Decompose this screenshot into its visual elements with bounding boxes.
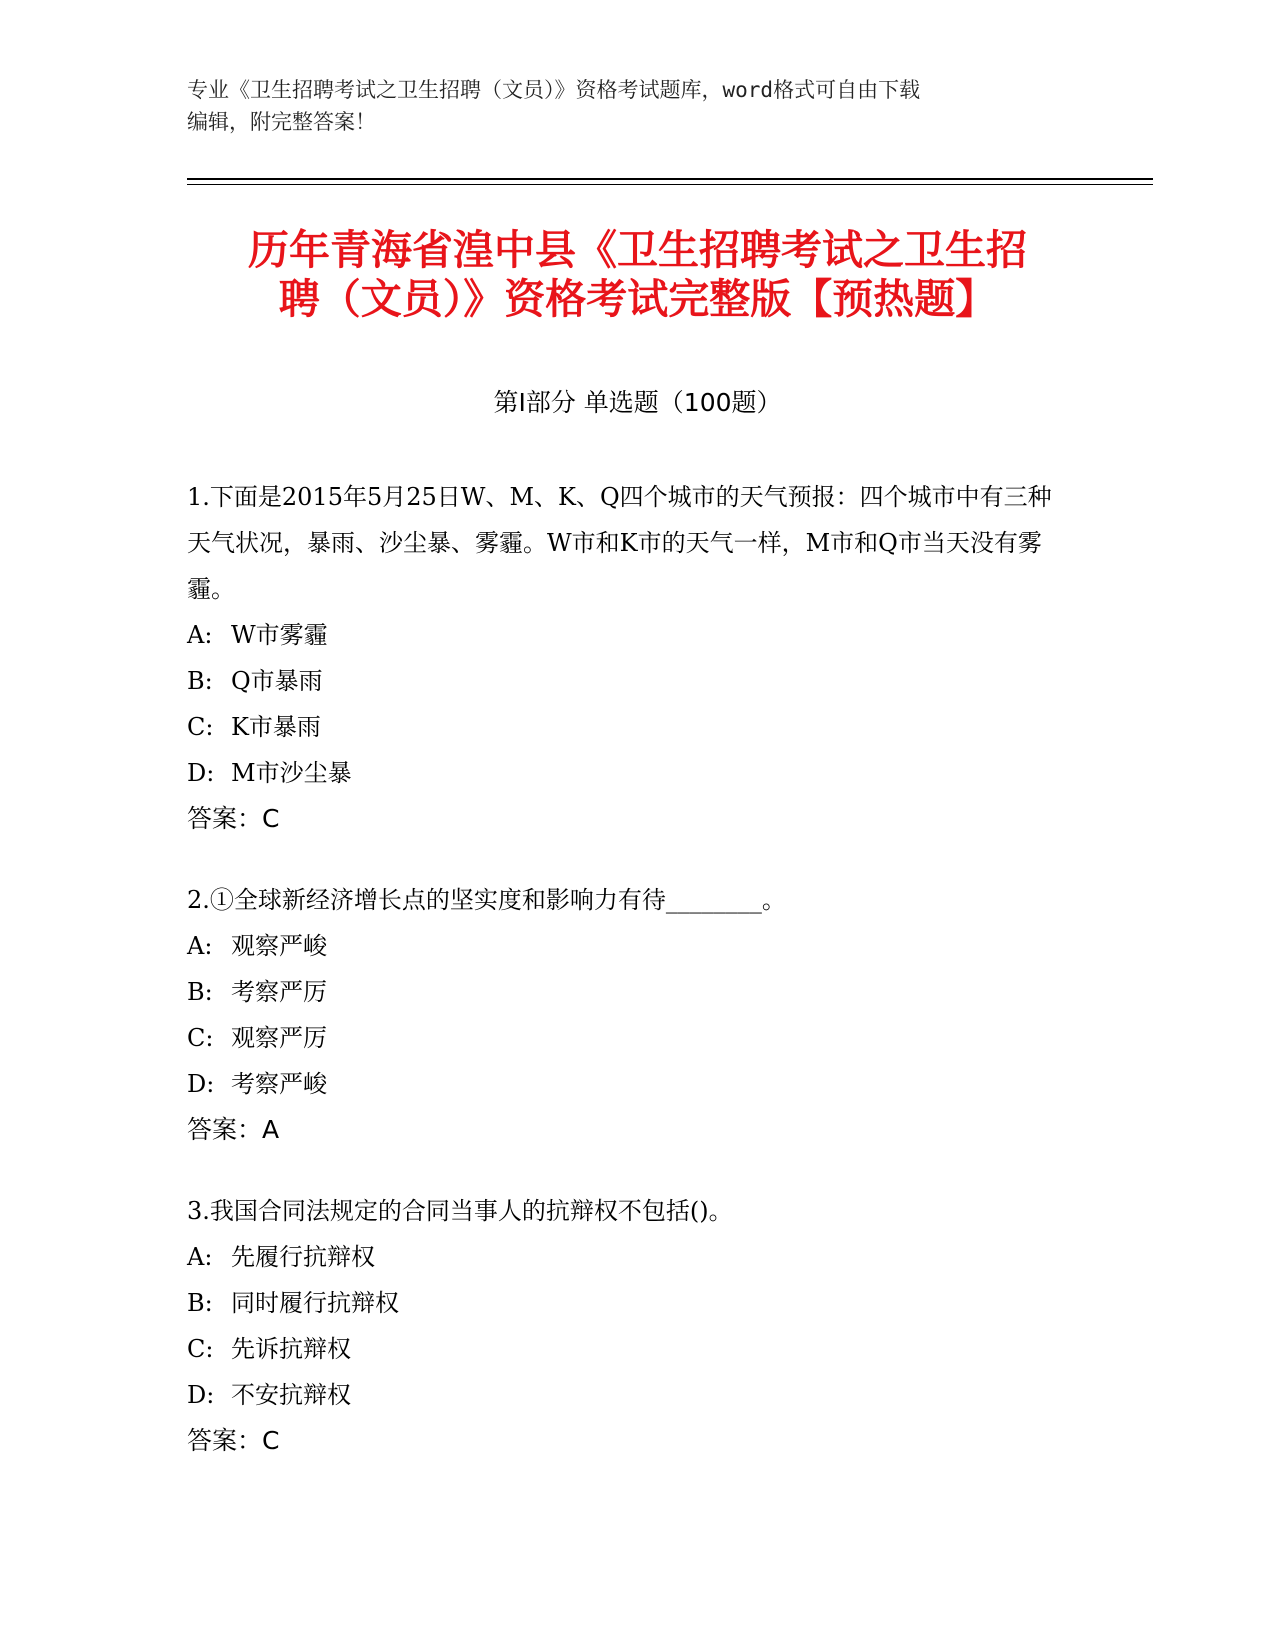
header-note-line-2: 编辑，附完整答案！	[187, 110, 376, 134]
header-rule-thick	[187, 178, 1153, 180]
question-3	[187, 1188, 1067, 1464]
option-letter: D:	[187, 1070, 215, 1098]
option-letter: A:	[187, 1243, 213, 1271]
option-letter: B:	[187, 1289, 213, 1317]
header-rule-thin	[187, 184, 1153, 185]
option-text: 考察严厉	[231, 978, 327, 1006]
answer: 答案：A	[187, 1115, 280, 1144]
option-text: Q市暴雨	[231, 667, 323, 695]
option-b	[187, 1280, 1067, 1326]
option-c	[187, 1326, 1067, 1372]
question-stem: 3.我国合同法规定的合同当事人的抗辩权不包括()。	[187, 1197, 733, 1225]
option-text: 观察严峻	[231, 932, 327, 960]
option-d	[187, 1372, 1067, 1418]
option-text: 同时履行抗辩权	[231, 1289, 399, 1317]
option-text: 不安抗辩权	[231, 1381, 351, 1409]
option-a	[187, 923, 1067, 969]
answer: 答案：C	[187, 804, 280, 833]
document-title-line-2: 聘（文员）》资格考试完整版【预热题】	[278, 275, 997, 323]
option-letter: D:	[187, 1381, 215, 1409]
option-a	[187, 1234, 1067, 1280]
question-1	[187, 474, 1067, 842]
option-d	[187, 1061, 1067, 1107]
option-text: 观察严厉	[231, 1024, 327, 1052]
option-letter: B:	[187, 667, 213, 695]
section-title: 第Ⅰ部分 单选题（100题）	[493, 388, 782, 417]
option-letter: A:	[187, 621, 213, 649]
question-stem: 2.①全球新经济增长点的坚实度和影响力有待________。	[187, 886, 786, 914]
option-letter: D:	[187, 759, 215, 787]
option-a	[187, 612, 1067, 658]
option-letter: C:	[187, 1024, 214, 1052]
option-text: 先诉抗辩权	[231, 1335, 351, 1363]
option-text: K市暴雨	[231, 713, 321, 741]
option-text: M市沙尘暴	[231, 759, 352, 787]
option-d	[187, 750, 1067, 796]
question-stem: 1.下面是2015年5月25日W、M、K、Q四个城市的天气预报：四个城市中有三种天气状况，暴雨、沙尘暴、雾霾。W市和K市的天气一样，M市和Q市当天没有雾霾。	[187, 483, 1052, 603]
option-letter: C:	[187, 713, 214, 741]
document-title-line-1: 历年青海省湟中县《卫生招聘考试之卫生招	[248, 226, 1027, 274]
option-letter: B:	[187, 978, 213, 1006]
option-text: 先履行抗辩权	[231, 1243, 375, 1271]
header-note	[187, 74, 1087, 138]
question-2	[187, 877, 1067, 1153]
option-letter: A:	[187, 932, 213, 960]
question-list	[187, 474, 1067, 1499]
document-title	[150, 226, 1125, 324]
option-c	[187, 1015, 1067, 1061]
option-b	[187, 969, 1067, 1015]
answer: 答案：C	[187, 1426, 280, 1455]
option-letter: C:	[187, 1335, 214, 1363]
option-c	[187, 704, 1067, 750]
option-text: 考察严峻	[231, 1070, 327, 1098]
header-note-line-1: 专业《卫生招聘考试之卫生招聘（文员）》资格考试题库，word格式可自由下载	[187, 78, 921, 102]
option-b	[187, 658, 1067, 704]
option-text: W市雾霾	[231, 621, 328, 649]
